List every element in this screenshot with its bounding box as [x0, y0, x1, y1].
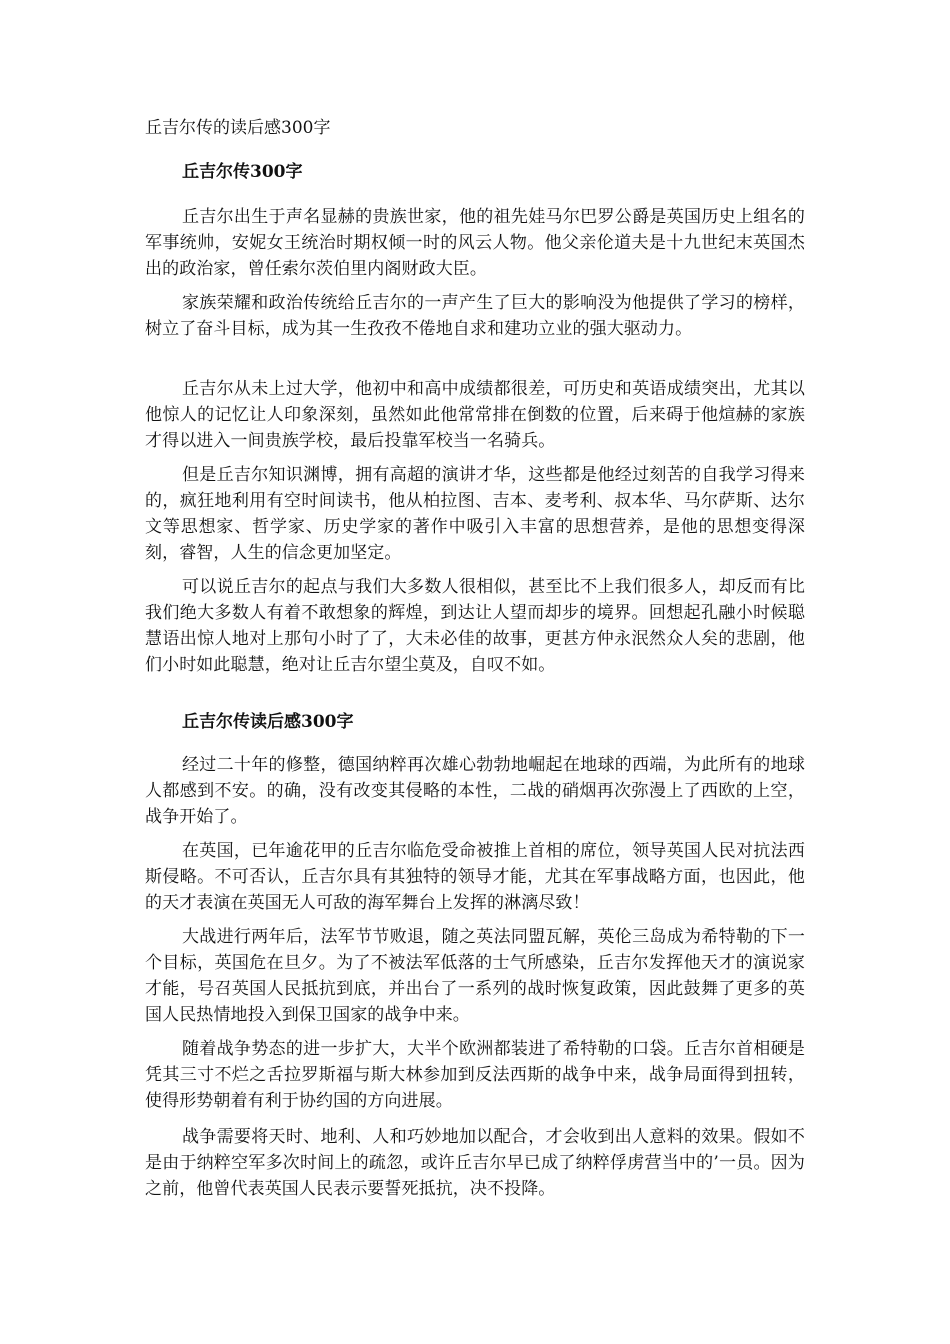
paragraph: 丘吉尔出生于声名显赫的贵族世家，他的祖先娃马尔巴罗公爵是英国历史上组名的军事统帅，安妮女王统治时期权倾一时的风云人物。他父亲伦道夫是十九世纪末英国杰出的政治家，曾任索尔茨伯里内阁财政大臣。 [145, 207, 805, 279]
paragraph: 大战进行两年后，法军节节败退，随之英法同盟瓦解，英伦三岛成为希特勒的下一个目标，英国危在旦夕。为了不被法军低落的士气所感染，丘吉尔发挥他天才的演说家才能，号召英国人民抵抗到底，并出台了一系列的战时恢复政策，因此鼓舞了更多的英国人民热情地投入到保卫国家的战争中来。 [145, 927, 805, 1025]
paragraph: 战争需要将天时、地利、人和巧妙地加以配合，才会收到出人意料的效果。假如不是由于纳粹空军多次时间上的疏忽，或许丘吉尔早已成了纳粹俘虏营当中的’一员。因为之前，他曾代表英国人民表示要誓死抵抗，决不投降。 [145, 1127, 805, 1199]
section-heading: 丘吉尔传读后感300字 [182, 712, 354, 732]
paragraph: 家族荣耀和政治传统给丘吉尔的一声产生了巨大的影响没为他提供了学习的榜样，树立了奋斗目标，成为其一生孜孜不倦地自求和建功立业的强大驱动力。 [145, 293, 805, 339]
paragraph: 但是丘吉尔知识渊博，拥有高超的演讲才华，这些都是他经过刻苦的自我学习得来的，疯狂地利用有空时间读书，他从柏拉图、吉本、麦考利、叔本华、马尔萨斯、达尔文等思想家、哲学家、历史学家的著作中吸引入丰富的思想营养，是他的思想变得深刻，睿智，人生的信念更加坚定。 [145, 465, 805, 563]
paragraph: 可以说丘吉尔的起点与我们大多数人很相似，甚至比不上我们很多人，却反而有比我们绝大多数人有着不敢想象的辉煌，到达让人望而却步的境界。回想起孔融小时候聪慧语出惊人地对上那句小时了了，大未必佳的故事，更甚方仲永泯然众人矣的悲剧，他们小时如此聪慧，绝对让丘吉尔望尘莫及，自叹不如。 [145, 577, 805, 675]
paragraph: 在英国，已年逾花甲的丘吉尔临危受命被推上首相的席位，领导英国人民对抗法西斯侵略。不可否认，丘吉尔具有其独特的领导才能，尤其在军事战略方面，也因此，他的天才表演在英国无人可敌的海军舞台上发挥的淋漓尽致！ [145, 841, 805, 913]
paragraph: 经过二十年的修整，德国纳粹再次雄心勃勃地崛起在地球的西端，为此所有的地球人都感到不安。的确，没有改变其侵略的本性，二战的硝烟再次弥漫上了西欧的上空，战争开始了。 [145, 755, 805, 827]
paragraph: 随着战争势态的进一步扩大，大半个欧洲都装进了希特勒的口袋。丘吉尔首相硬是凭其三寸不烂之舌拉罗斯福与斯大林参加到反法西斯的战争中来，战争局面得到扭转，使得形势朝着有利于协约国的方向进展。 [145, 1039, 805, 1111]
document-title: 丘吉尔传的读后感300字 [145, 118, 331, 138]
paragraph: 丘吉尔从未上过大学，他初中和高中成绩都很差，可历史和英语成绩突出，尤其以他惊人的记忆让人印象深刻，虽然如此他常常排在倒数的位置，后来碍于他煊赫的家族才得以进入一间贵族学校，最后投靠军校当一名骑兵。 [145, 379, 805, 451]
section-heading: 丘吉尔传300字 [182, 162, 303, 182]
